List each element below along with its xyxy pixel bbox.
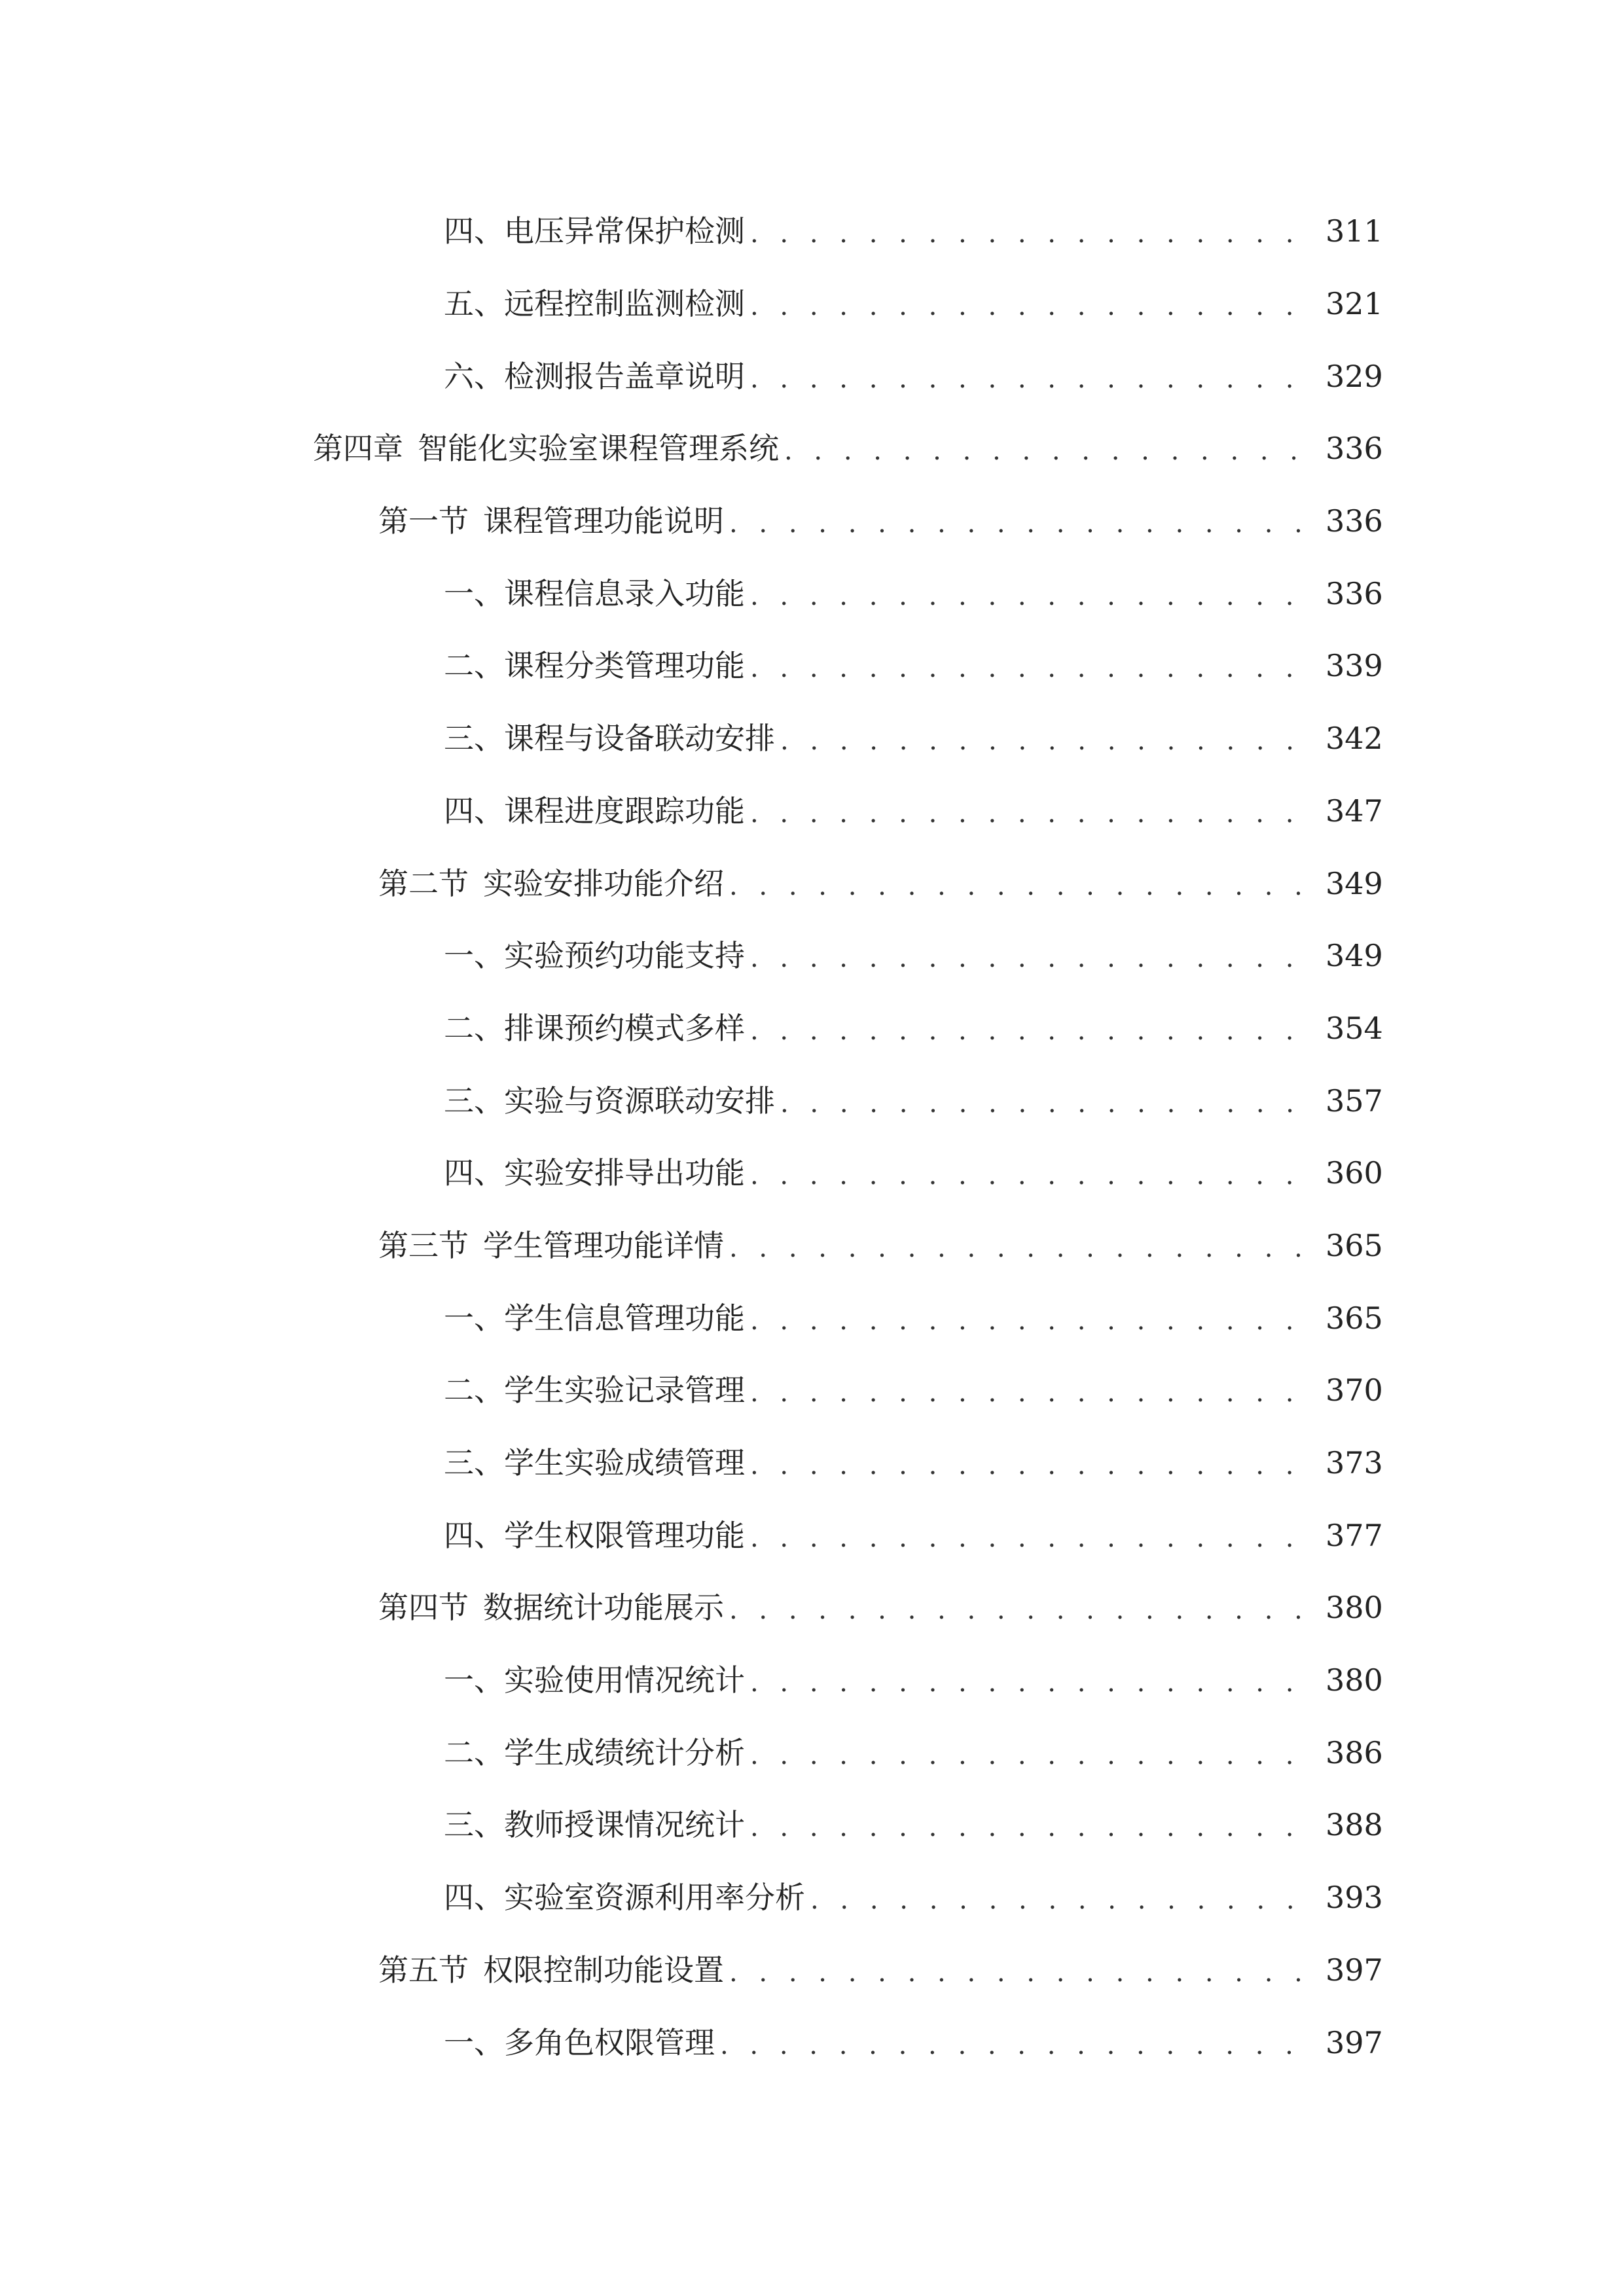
dot-leader: [780, 1090, 1316, 1117]
toc-entry-number: 三、: [444, 721, 504, 757]
toc-entry-title: 多角色权限管理: [504, 2024, 715, 2060]
toc-entry-page-number: 347: [1326, 793, 1383, 829]
toc-entry-page-number: 354: [1326, 1010, 1383, 1046]
dot-leader: [780, 728, 1316, 754]
toc-entry-page-number: 377: [1326, 1517, 1383, 1553]
toc-entry-page-number: 397: [1326, 2024, 1383, 2060]
dot-leader: [729, 1960, 1316, 1986]
toc-entry-title: 课程管理功能说明: [483, 503, 724, 539]
toc-entry-page-number: 311: [1326, 213, 1383, 249]
toc-entry-title: 学生实验成绩管理: [504, 1445, 745, 1481]
toc-entry-title: 学生权限管理功能: [504, 1517, 745, 1553]
toc-entry-title: 学生成绩统计分析: [504, 1734, 745, 1770]
toc-entry[interactable]: [0, 847, 1624, 920]
toc-entry[interactable]: [0, 920, 1624, 992]
toc-entry-number: 一、: [444, 938, 504, 974]
toc-entry-number: 六、: [444, 358, 504, 394]
toc-entry-number: 四、: [444, 213, 504, 249]
toc-entry-page-number: 373: [1326, 1445, 1383, 1481]
toc-entry[interactable]: [0, 1064, 1624, 1137]
toc-entry[interactable]: [0, 630, 1624, 702]
dot-leader: [750, 1308, 1316, 1334]
toc-entry-title: 学生信息管理功能: [504, 1300, 745, 1336]
table-of-contents: [0, 195, 1624, 2079]
toc-entry-page-number: 365: [1326, 1300, 1383, 1336]
toc-entry[interactable]: [0, 412, 1624, 485]
toc-entry-number: 三、: [444, 1445, 504, 1481]
toc-entry-number: 二、: [444, 1734, 504, 1770]
toc-entry[interactable]: [0, 775, 1624, 848]
dot-leader: [750, 366, 1316, 392]
dot-leader: [750, 1452, 1316, 1479]
toc-entry-page-number: 329: [1326, 358, 1383, 394]
toc-entry-number: 五、: [444, 286, 504, 322]
toc-entry-title: 实验使用情况统计: [504, 1662, 745, 1698]
toc-entry-page-number: 357: [1326, 1083, 1383, 1119]
dot-leader: [810, 1887, 1316, 1913]
toc-entry-page-number: 397: [1326, 1952, 1383, 1988]
dot-leader: [750, 1380, 1316, 1406]
toc-entry-page-number: 339: [1326, 648, 1383, 684]
dot-leader: [720, 2032, 1316, 2058]
toc-entry-page-number: 349: [1326, 938, 1383, 974]
dot-leader: [750, 1814, 1316, 1840]
toc-entry-number: 一、: [444, 2024, 504, 2060]
toc-entry-page-number: 386: [1326, 1734, 1383, 1770]
toc-entry-number: 第二节: [378, 865, 469, 901]
toc-entry-title: 智能化实验室课程管理系统: [418, 431, 779, 467]
dot-leader: [729, 511, 1316, 537]
toc-entry-number: 一、: [444, 1300, 504, 1336]
toc-entry[interactable]: [0, 268, 1624, 340]
toc-entry[interactable]: [0, 1934, 1624, 2007]
toc-entry-number: 第三节: [378, 1227, 469, 1263]
toc-entry[interactable]: [0, 1354, 1624, 1427]
toc-entry-page-number: 321: [1326, 286, 1383, 322]
dot-leader: [729, 873, 1316, 899]
toc-entry[interactable]: [0, 1861, 1624, 1934]
toc-entry[interactable]: [0, 1571, 1624, 1644]
toc-entry-title: 实验室资源利用率分析: [504, 1880, 805, 1916]
toc-entry-number: 一、: [444, 575, 504, 611]
toc-entry[interactable]: [0, 702, 1624, 775]
toc-entry[interactable]: [0, 1789, 1624, 1861]
toc-entry-number: 三、: [444, 1807, 504, 1843]
dot-leader: [750, 1525, 1316, 1551]
toc-entry[interactable]: [0, 1137, 1624, 1210]
toc-entry-page-number: 336: [1326, 575, 1383, 611]
dot-leader: [750, 1018, 1316, 1044]
toc-entry-number: 第四节: [378, 1590, 469, 1626]
dot-leader: [750, 221, 1316, 247]
toc-entry[interactable]: [0, 195, 1624, 268]
dot-leader: [750, 945, 1316, 971]
toc-entry[interactable]: [0, 1644, 1624, 1717]
dot-leader: [750, 293, 1316, 319]
toc-entry[interactable]: [0, 1716, 1624, 1789]
toc-entry-number: 第一节: [378, 503, 469, 539]
toc-entry[interactable]: [0, 557, 1624, 630]
toc-entry-page-number: 336: [1326, 503, 1383, 539]
toc-entry-number: 二、: [444, 648, 504, 684]
toc-entry-title: 实验安排导出功能: [504, 1155, 745, 1191]
dot-leader: [729, 1597, 1316, 1623]
toc-entry-number: 三、: [444, 1083, 504, 1119]
toc-entry-title: 实验与资源联动安排: [504, 1083, 775, 1119]
toc-entry[interactable]: [0, 1282, 1624, 1354]
toc-entry-page-number: 380: [1326, 1662, 1383, 1698]
toc-entry-page-number: 365: [1326, 1227, 1383, 1263]
dot-leader: [750, 655, 1316, 681]
toc-entry-title: 检测报告盖章说明: [504, 358, 745, 394]
toc-entry-title: 远程控制监测检测: [504, 286, 745, 322]
toc-entry-number: 一、: [444, 1662, 504, 1698]
toc-entry-title: 学生管理功能详情: [483, 1227, 724, 1263]
dot-leader: [729, 1235, 1316, 1261]
toc-entry-page-number: 380: [1326, 1590, 1383, 1626]
toc-entry[interactable]: [0, 485, 1624, 558]
toc-entry[interactable]: [0, 340, 1624, 412]
toc-entry-title: 电压异常保护检测: [504, 213, 745, 249]
toc-entry-number: 第四章: [313, 431, 403, 467]
toc-entry-page-number: 393: [1326, 1880, 1383, 1916]
toc-entry-title: 课程分类管理功能: [504, 648, 745, 684]
toc-entry-number: 四、: [444, 1517, 504, 1553]
toc-entry-number: 二、: [444, 1372, 504, 1408]
toc-entry-page-number: 342: [1326, 721, 1383, 757]
toc-entry-title: 实验预约功能支持: [504, 938, 745, 974]
toc-entry[interactable]: [0, 1427, 1624, 1499]
toc-entry[interactable]: [0, 992, 1624, 1065]
toc-entry-title: 课程信息录入功能: [504, 575, 745, 611]
toc-entry[interactable]: [0, 1210, 1624, 1282]
toc-entry-page-number: 360: [1326, 1155, 1383, 1191]
toc-entry-number: 四、: [444, 1880, 504, 1916]
toc-entry[interactable]: [0, 1499, 1624, 1571]
toc-entry-title: 权限控制功能设置: [483, 1952, 724, 1988]
dot-leader: [750, 1742, 1316, 1768]
toc-entry-title: 排课预约模式多样: [504, 1010, 745, 1046]
dot-leader: [750, 1670, 1316, 1696]
toc-entry-page-number: 336: [1326, 431, 1383, 467]
toc-entry-title: 学生实验记录管理: [504, 1372, 745, 1408]
toc-entry-title: 教师授课情况统计: [504, 1807, 745, 1843]
toc-entry-page-number: 370: [1326, 1372, 1383, 1408]
dot-leader: [750, 1162, 1316, 1189]
dot-leader: [784, 438, 1316, 464]
toc-entry-page-number: 349: [1326, 865, 1383, 901]
toc-entry-page-number: 388: [1326, 1807, 1383, 1843]
toc-entry[interactable]: [0, 2006, 1624, 2079]
toc-entry-title: 实验安排功能介绍: [483, 865, 724, 901]
dot-leader: [750, 583, 1316, 609]
toc-entry-number: 第五节: [378, 1952, 469, 1988]
dot-leader: [750, 800, 1316, 827]
toc-entry-number: 二、: [444, 1010, 504, 1046]
toc-entry-number: 四、: [444, 793, 504, 829]
toc-entry-title: 课程与设备联动安排: [504, 721, 775, 757]
toc-entry-title: 数据统计功能展示: [483, 1590, 724, 1626]
toc-entry-number: 四、: [444, 1155, 504, 1191]
toc-entry-title: 课程进度跟踪功能: [504, 793, 745, 829]
